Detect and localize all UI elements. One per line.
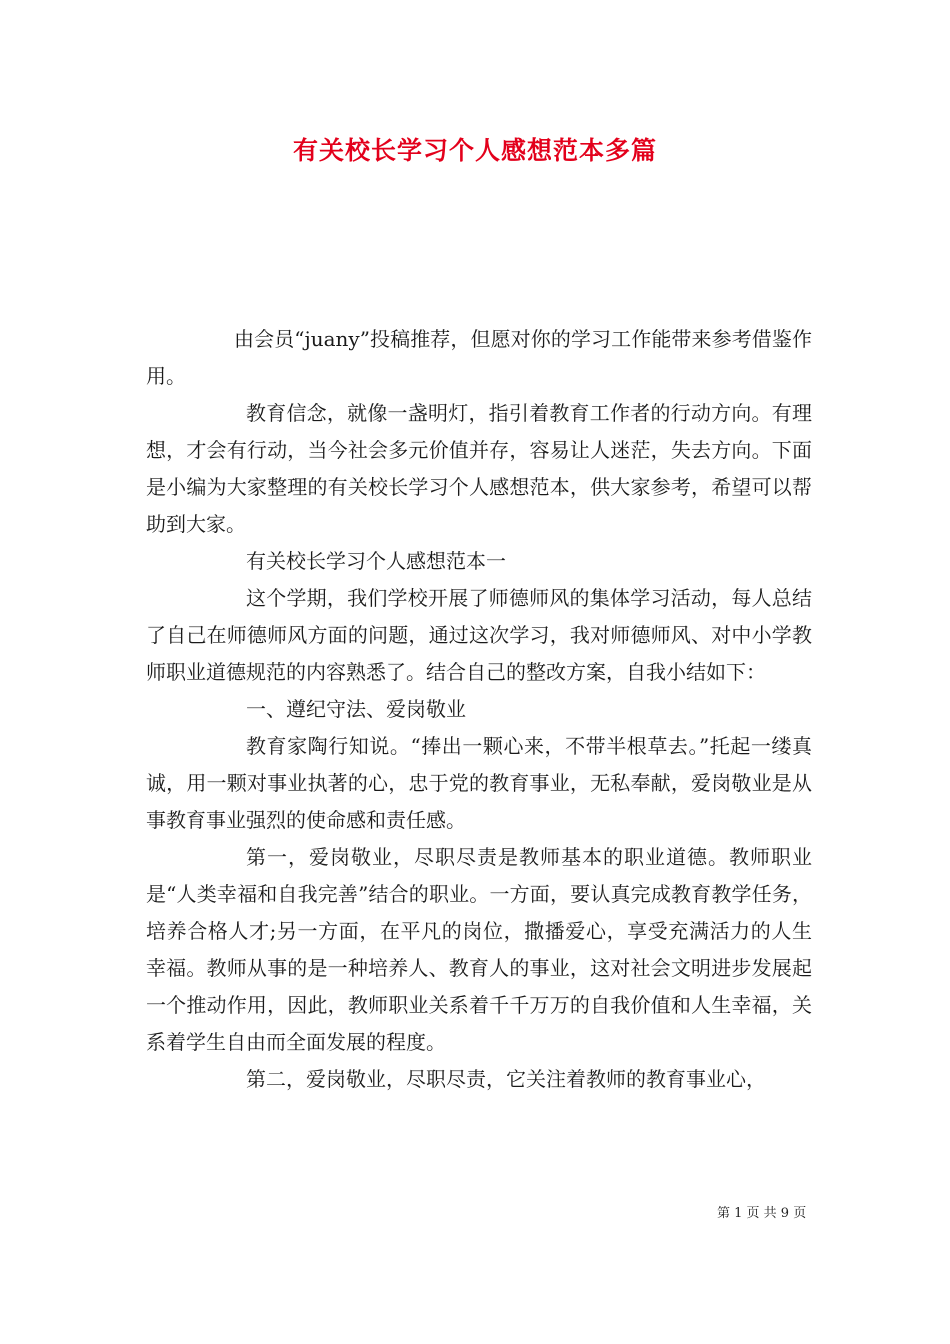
paragraph-intro: 由会员“juany”投稿推荐，但愿对你的学习工作能带来参考借鉴作用。 <box>146 327 812 388</box>
paragraph-belief: 教育信念，就像一盏明灯，指引着教育工作者的行动方向。有理想，才会有行动，当今社会多元价值并存，容易让人迷茫，失去方向。下面是小编为大家整理的有关校长学习个人感想范本，供大家参考，希望可以帮助到大家。 <box>146 401 812 536</box>
subheading-one: 一、遵纪守法、爱岗敬业 <box>246 697 466 721</box>
paragraph-tao: 教育家陶行知说。“捧出一颗心来，不带半根草去。”托起一缕真诚，用一颗对事业执著的心，忠于党的教育事业，无私奉献，爱岗敬业是从事教育事业强烈的使命感和责任感。 <box>146 734 812 832</box>
paragraph-semester: 这个学期，我们学校开展了师德师风的集体学习活动，每人总结了自己在师德师风方面的问题，通过这次学习，我对师德师风、对中小学教师职业道德规范的内容熟悉了。结合自己的整改方案，自我小结如下： <box>146 586 812 684</box>
document-title: 有关校长学习个人感想范本多篇 <box>292 136 657 165</box>
paragraph-first-point: 第一，爱岗敬业，尽职尽责是教师基本的职业道德。教师职业是“人类幸福和自我完善”结合的职业。一方面，要认真完成教育教学任务，培养合格人才;另一方面，在平凡的岗位，撒播爱心，享受充满活力的人生幸福。教师从事的是一种培养人、教育人的事业，这对社会文明进步发展起一个推动作用，因此，教师职业关系着千千万万的自我价值和人生幸福，关系着学生自由而全面发展的程度。 <box>146 845 812 1054</box>
paragraph-second-point: 第二，爱岗敬业，尽职尽责，它关注着教师的教育事业心， <box>246 1067 766 1091</box>
section-heading: 有关校长学习个人感想范本一 <box>246 549 506 573</box>
document-body <box>146 321 812 1098</box>
page-number: 第 1 页 共 9 页 <box>717 1206 807 1221</box>
